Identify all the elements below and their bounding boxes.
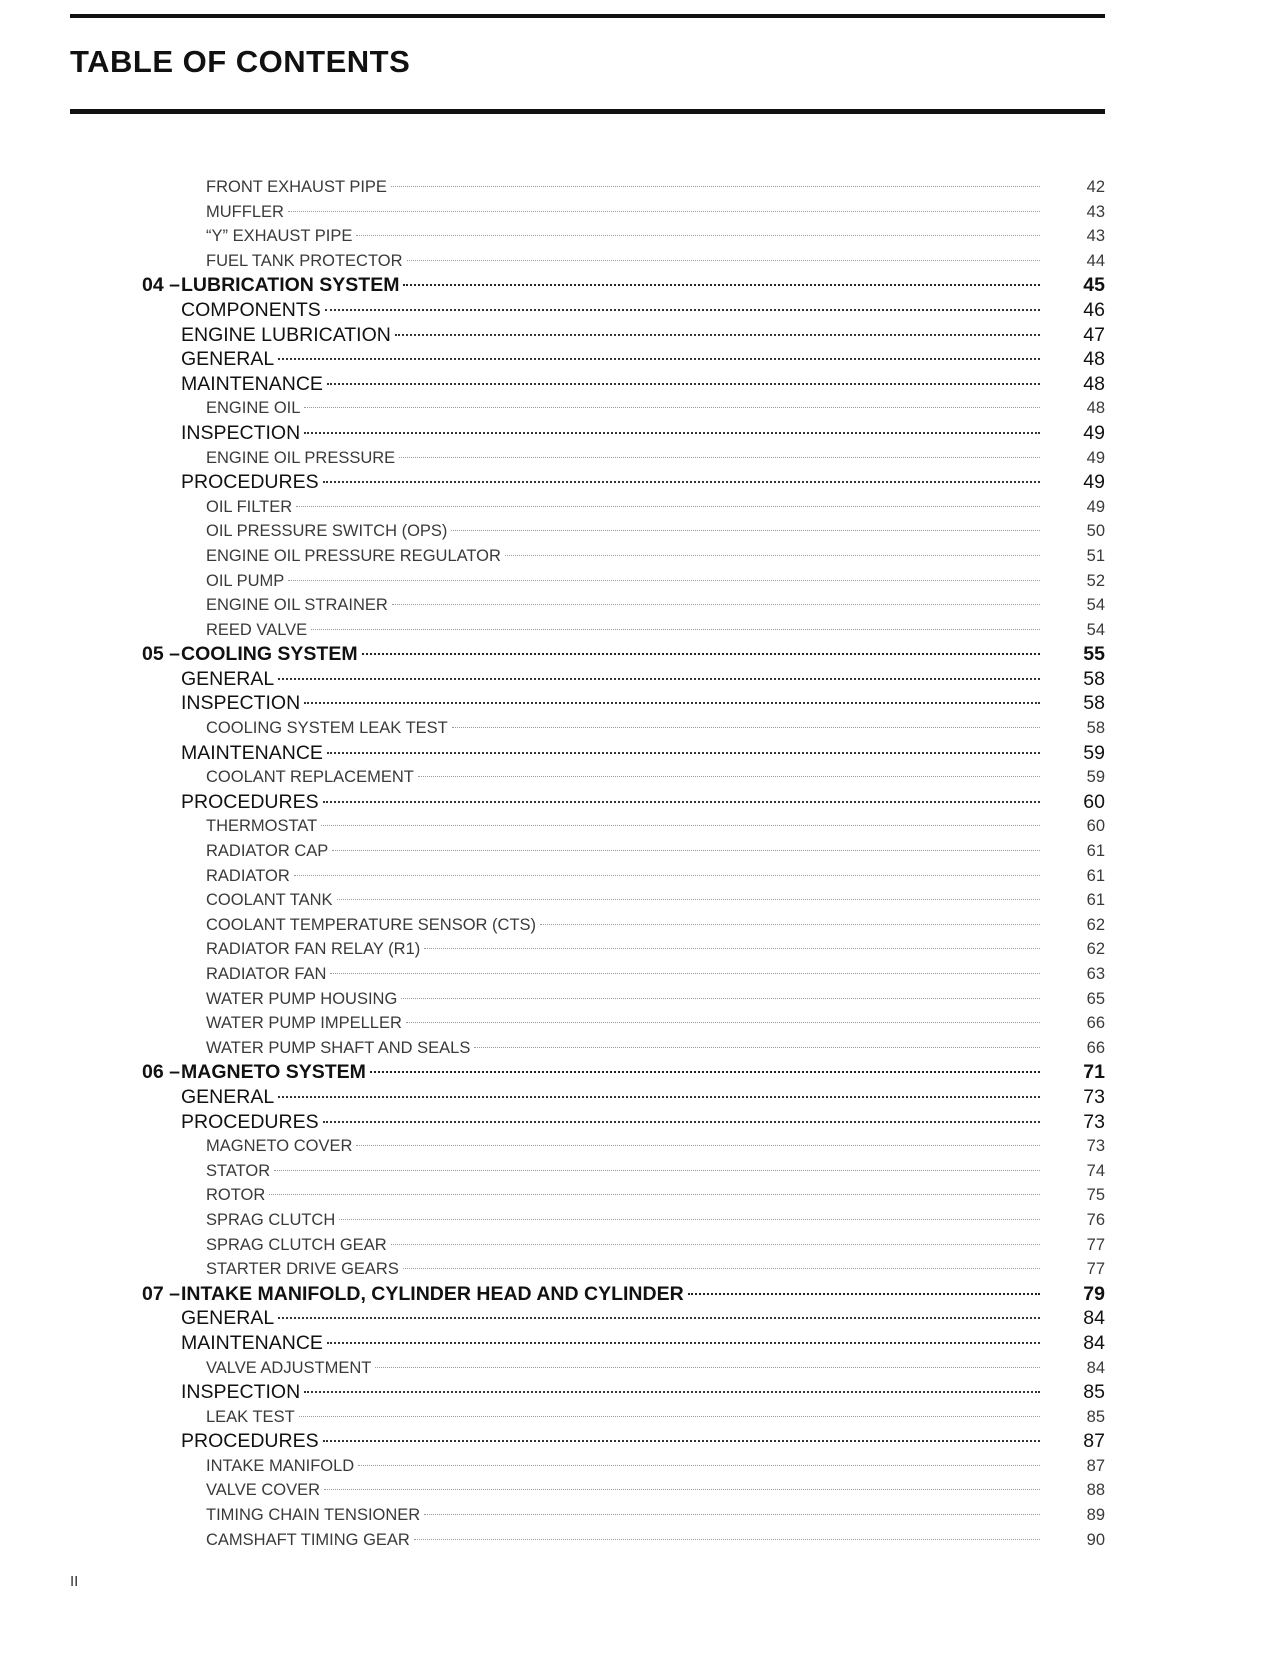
toc-entry-label: RADIATOR FAN xyxy=(206,965,327,983)
toc-section-row[interactable] xyxy=(0,347,1275,372)
toc-chapter-row[interactable] xyxy=(0,273,1275,298)
toc-page-number: 54 xyxy=(1086,620,1105,639)
toc-page-number: 66 xyxy=(1086,1038,1105,1057)
toc-chapter-number: 05 – xyxy=(142,643,180,666)
toc-entry-label: “Y” EXHAUST PIPE xyxy=(206,227,353,246)
toc-entry-label: MAINTENANCE xyxy=(181,372,323,395)
toc-dot-leader xyxy=(278,358,1040,360)
toc-subsection-row[interactable] xyxy=(0,1257,1275,1282)
toc-dot-leader xyxy=(401,998,1040,999)
toc-page-number: 59 xyxy=(1083,741,1105,764)
toc-page-number: 61 xyxy=(1086,842,1105,861)
toc-entry-label: MAINTENANCE xyxy=(181,741,323,764)
toc-page-number: 71 xyxy=(1083,1061,1105,1084)
toc-page-number: 85 xyxy=(1086,1407,1105,1426)
toc-page-number: 73 xyxy=(1083,1110,1105,1133)
toc-list xyxy=(0,175,1275,1552)
toc-dot-leader xyxy=(540,924,1040,925)
toc-page-number: 46 xyxy=(1083,298,1105,321)
toc-subsection-row[interactable] xyxy=(0,1528,1275,1553)
toc-dot-leader xyxy=(296,506,1040,507)
toc-entry-label: FRONT EXHAUST PIPE xyxy=(206,178,387,196)
toc-page-number: 74 xyxy=(1086,1161,1105,1180)
toc-entry-label: RADIATOR CAP xyxy=(206,842,329,861)
toc-dot-leader xyxy=(299,1416,1040,1417)
toc-entry-label: GENERAL xyxy=(181,667,275,690)
toc-page-number: 44 xyxy=(1086,251,1105,270)
toc-subsection-row[interactable] xyxy=(0,1036,1275,1061)
toc-section-row[interactable] xyxy=(0,1306,1275,1331)
toc-entry-label: REED VALVE xyxy=(206,620,308,639)
toc-subsection-row[interactable] xyxy=(0,618,1275,643)
toc-entry-label: ENGINE LUBRICATION xyxy=(181,323,391,346)
toc-dot-leader xyxy=(505,555,1040,556)
toc-entry-label: MAGNETO SYSTEM xyxy=(181,1061,366,1084)
toc-section-row[interactable] xyxy=(0,790,1275,815)
toc-subsection-row[interactable] xyxy=(0,446,1275,471)
toc-page-number: 63 xyxy=(1086,965,1105,983)
toc-entry-label: COOLANT REPLACEMENT xyxy=(206,768,414,787)
toc-page-number: 84 xyxy=(1083,1307,1105,1330)
toc-subsection-row[interactable] xyxy=(0,937,1275,962)
toc-entry-label: MAINTENANCE xyxy=(181,1331,323,1354)
toc-section-row[interactable] xyxy=(0,741,1275,766)
toc-subsection-row[interactable] xyxy=(0,913,1275,938)
toc-subsection-row[interactable] xyxy=(0,1454,1275,1479)
toc-page-number: 60 xyxy=(1083,790,1105,813)
toc-dot-leader xyxy=(278,678,1040,680)
toc-entry-label: ENGINE OIL PRESSURE REGULATOR xyxy=(206,546,501,565)
toc-page-number: 87 xyxy=(1083,1430,1105,1453)
toc-page-number: 52 xyxy=(1086,571,1105,590)
toc-entry-label: INTAKE MANIFOLD, CYLINDER HEAD AND CYLINDER xyxy=(181,1282,684,1305)
toc-subsection-row[interactable] xyxy=(0,495,1275,520)
toc-entry-label: GENERAL xyxy=(181,1307,275,1330)
toc-dot-leader xyxy=(370,1071,1040,1073)
toc-page-number: 43 xyxy=(1086,202,1105,221)
toc-subsection-row[interactable] xyxy=(0,1134,1275,1159)
toc-page-number: 43 xyxy=(1086,227,1105,246)
toc-page-number: 77 xyxy=(1086,1260,1105,1279)
toc-dot-leader xyxy=(288,580,1040,581)
toc-entry-label: SPRAG CLUTCH GEAR xyxy=(206,1235,387,1254)
toc-entry-label: PROCEDURES xyxy=(181,1430,319,1453)
toc-dot-leader xyxy=(323,1440,1040,1442)
toc-subsection-row[interactable] xyxy=(0,1503,1275,1528)
toc-page-number: 55 xyxy=(1083,643,1105,666)
toc-subsection-row[interactable] xyxy=(0,593,1275,618)
toc-dot-leader xyxy=(474,1047,1040,1048)
toc-page-number: 76 xyxy=(1086,1210,1105,1229)
toc-dot-leader xyxy=(327,1342,1040,1344)
toc-page-number: 45 xyxy=(1083,274,1105,297)
toc-page-number: 84 xyxy=(1086,1358,1105,1377)
toc-subsection-row[interactable] xyxy=(0,765,1275,790)
toc-subsection-row[interactable] xyxy=(0,1405,1275,1430)
toc-page-number: 49 xyxy=(1086,448,1105,467)
toc-page-number: 60 xyxy=(1086,817,1105,836)
toc-subsection-row[interactable] xyxy=(0,1208,1275,1233)
toc-entry-label: COOLANT TANK xyxy=(206,891,333,910)
toc-page-number: 58 xyxy=(1083,667,1105,690)
toc-page-number: 65 xyxy=(1086,989,1105,1008)
toc-section-row[interactable] xyxy=(0,372,1275,397)
toc-chapter-row[interactable] xyxy=(0,1282,1275,1307)
toc-dot-leader xyxy=(414,1539,1040,1540)
toc-page-number: 75 xyxy=(1086,1186,1105,1205)
toc-entry-label: PROCEDURES xyxy=(181,471,319,494)
toc-page-number: 90 xyxy=(1086,1530,1105,1549)
toc-chapter-number: 07 – xyxy=(142,1282,180,1305)
toc-dot-leader xyxy=(304,432,1040,434)
toc-page-number: 50 xyxy=(1086,522,1105,541)
header-rule-bottom xyxy=(70,109,1105,114)
toc-dot-leader xyxy=(358,1465,1040,1466)
toc-dot-leader xyxy=(451,530,1040,531)
toc-entry-label: GENERAL xyxy=(181,1085,275,1108)
toc-dot-leader xyxy=(323,1121,1040,1123)
header-rule-top xyxy=(70,14,1105,18)
toc-entry-label: INSPECTION xyxy=(181,421,301,444)
toc-page-number: 61 xyxy=(1086,866,1105,885)
toc-dot-leader xyxy=(288,211,1040,212)
toc-entry-label: FUEL TANK PROTECTOR xyxy=(206,251,403,270)
toc-dot-leader xyxy=(399,457,1040,458)
toc-entry-label: INSPECTION xyxy=(181,1381,301,1404)
toc-page-number: 59 xyxy=(1086,768,1105,787)
toc-subsection-row[interactable] xyxy=(0,175,1275,200)
toc-page-number: 49 xyxy=(1083,421,1105,444)
toc-page-number: 84 xyxy=(1083,1331,1105,1354)
toc-entry-label: INTAKE MANIFOLD xyxy=(206,1456,355,1475)
toc-subsection-row[interactable] xyxy=(0,1159,1275,1184)
toc-section-row[interactable] xyxy=(0,1429,1275,1454)
toc-entry-label: THERMOSTAT xyxy=(206,817,318,836)
toc-dot-leader xyxy=(327,383,1040,385)
toc-subsection-row[interactable] xyxy=(0,839,1275,864)
toc-subsection-row[interactable] xyxy=(0,864,1275,889)
toc-dot-leader xyxy=(403,1268,1040,1269)
toc-entry-label: CAMSHAFT TIMING GEAR xyxy=(206,1530,410,1549)
toc-entry-label: ENGINE OIL STRAINER xyxy=(206,596,388,615)
toc-dot-leader xyxy=(324,1489,1040,1490)
toc-section-row[interactable] xyxy=(0,1085,1275,1110)
toc-page-number: 49 xyxy=(1086,497,1105,516)
toc-dot-leader xyxy=(330,973,1040,974)
toc-dot-leader xyxy=(406,1022,1040,1023)
toc-subsection-row[interactable] xyxy=(0,716,1275,741)
toc-entry-label: STARTER DRIVE GEARS xyxy=(206,1260,399,1279)
toc-entry-label: PROCEDURES xyxy=(181,1110,319,1133)
toc-dot-leader xyxy=(356,1145,1040,1146)
toc-entry-label: MAGNETO COVER xyxy=(206,1137,353,1156)
toc-page-number: 85 xyxy=(1083,1381,1105,1404)
toc-entry-label: SPRAG CLUTCH xyxy=(206,1210,336,1229)
toc-subsection-row[interactable] xyxy=(0,249,1275,274)
toc-entry-label: WATER PUMP IMPELLER xyxy=(206,1014,402,1033)
toc-subsection-row[interactable] xyxy=(0,544,1275,569)
footer-page-number: II xyxy=(70,1573,79,1590)
toc-page-number: 88 xyxy=(1086,1481,1105,1500)
toc-entry-label: ROTOR xyxy=(206,1186,266,1205)
toc-subsection-row[interactable] xyxy=(0,1011,1275,1036)
toc-subsection-row[interactable] xyxy=(0,962,1275,987)
toc-dot-leader xyxy=(362,653,1040,655)
toc-chapter-number: 04 – xyxy=(142,274,180,297)
toc-subsection-row[interactable] xyxy=(0,1233,1275,1258)
toc-page-number: 79 xyxy=(1083,1282,1105,1305)
toc-dot-leader xyxy=(311,629,1040,630)
toc-dot-leader xyxy=(304,1391,1040,1393)
toc-entry-label: TIMING CHAIN TENSIONER xyxy=(206,1506,421,1525)
toc-section-row[interactable] xyxy=(0,1331,1275,1356)
toc-entry-label: COOLING SYSTEM xyxy=(181,643,358,666)
toc-dot-leader xyxy=(339,1219,1040,1220)
toc-dot-leader xyxy=(391,1244,1040,1245)
toc-section-row[interactable] xyxy=(0,323,1275,348)
toc-entry-label: OIL PRESSURE SWITCH (OPS) xyxy=(206,522,448,541)
toc-entry-label: OIL PUMP xyxy=(206,571,285,590)
toc-dot-leader xyxy=(418,776,1040,777)
toc-dot-leader xyxy=(274,1170,1040,1171)
toc-dot-leader xyxy=(395,334,1040,336)
toc-section-row[interactable] xyxy=(0,1380,1275,1405)
toc-entry-label: RADIATOR FAN RELAY (R1) xyxy=(206,940,421,959)
toc-subsection-row[interactable] xyxy=(0,814,1275,839)
toc-section-row[interactable] xyxy=(0,470,1275,495)
toc-dot-leader xyxy=(304,702,1040,704)
toc-dot-leader xyxy=(278,1096,1040,1098)
toc-dot-leader xyxy=(325,309,1040,311)
toc-dot-leader xyxy=(337,899,1040,900)
toc-page-number: 89 xyxy=(1086,1506,1105,1525)
toc-page-number: 73 xyxy=(1086,1137,1105,1156)
toc-section-row[interactable] xyxy=(0,691,1275,716)
toc-dot-leader xyxy=(688,1293,1040,1295)
toc-dot-leader xyxy=(391,186,1040,187)
toc-dot-leader xyxy=(304,407,1040,408)
toc-subsection-row[interactable] xyxy=(0,200,1275,225)
toc-chapter-number: 06 – xyxy=(142,1061,180,1084)
toc-entry-label: GENERAL xyxy=(181,348,275,371)
toc-dot-leader xyxy=(332,850,1040,851)
toc-dot-leader xyxy=(356,235,1040,236)
toc-page-number: 73 xyxy=(1083,1085,1105,1108)
toc-subsection-row[interactable] xyxy=(0,519,1275,544)
toc-entry-label: OIL FILTER xyxy=(206,497,293,516)
toc-entry-label: LEAK TEST xyxy=(206,1407,295,1426)
toc-subsection-row[interactable] xyxy=(0,1356,1275,1381)
toc-dot-leader xyxy=(452,727,1040,728)
toc-chapter-row[interactable] xyxy=(0,1060,1275,1085)
toc-dot-leader xyxy=(278,1317,1040,1319)
toc-dot-leader xyxy=(294,875,1040,876)
toc-page-number: 62 xyxy=(1086,915,1105,934)
toc-page-number: 66 xyxy=(1086,1014,1105,1033)
toc-dot-leader xyxy=(407,260,1040,261)
toc-page-number: 48 xyxy=(1083,372,1105,395)
toc-dot-leader xyxy=(327,752,1040,754)
page-title: TABLE OF CONTENTS xyxy=(70,44,411,79)
toc-subsection-row[interactable] xyxy=(0,224,1275,249)
toc-entry-label: ENGINE OIL PRESSURE xyxy=(206,448,396,467)
toc-entry-label: COOLING SYSTEM LEAK TEST xyxy=(206,719,448,738)
toc-page-number: 49 xyxy=(1083,471,1105,494)
toc-page-number: 87 xyxy=(1086,1456,1105,1475)
toc-subsection-row[interactable] xyxy=(0,396,1275,421)
toc-entry-label: INSPECTION xyxy=(181,692,301,715)
toc-entry-label: PROCEDURES xyxy=(181,790,319,813)
toc-page-number: 47 xyxy=(1083,323,1105,346)
toc-page-number: 54 xyxy=(1086,596,1105,615)
toc-entry-label: VALVE ADJUSTMENT xyxy=(206,1358,372,1377)
toc-page-number: 48 xyxy=(1083,348,1105,371)
toc-entry-label: COMPONENTS xyxy=(181,298,321,321)
toc-entry-label: RADIATOR xyxy=(206,866,290,885)
toc-dot-leader xyxy=(375,1367,1040,1368)
toc-page-number: 58 xyxy=(1086,719,1105,738)
toc-subsection-row[interactable] xyxy=(0,987,1275,1012)
toc-page-number: 58 xyxy=(1083,692,1105,715)
toc-entry-label: ENGINE OIL xyxy=(206,399,301,418)
toc-dot-leader xyxy=(323,481,1040,483)
toc-page-number: 48 xyxy=(1086,399,1105,418)
toc-page-number: 42 xyxy=(1086,178,1105,196)
toc-section-row[interactable] xyxy=(0,1110,1275,1135)
toc-entry-label: WATER PUMP SHAFT AND SEALS xyxy=(206,1038,471,1057)
toc-entry-label: COOLANT TEMPERATURE SENSOR (CTS) xyxy=(206,915,537,934)
toc-page-number: 77 xyxy=(1086,1235,1105,1254)
toc-subsection-row[interactable] xyxy=(0,1183,1275,1208)
toc-subsection-row[interactable] xyxy=(0,569,1275,594)
toc-dot-leader xyxy=(424,1514,1040,1515)
toc-dot-leader xyxy=(392,604,1040,605)
toc-subsection-row[interactable] xyxy=(0,888,1275,913)
toc-entry-label: WATER PUMP HOUSING xyxy=(206,989,398,1008)
toc-page-number: 51 xyxy=(1086,546,1105,565)
toc-page-number: 62 xyxy=(1086,940,1105,959)
toc-dot-leader xyxy=(403,284,1040,286)
toc-entry-label: MUFFLER xyxy=(206,202,284,221)
toc-entry-label: STATOR xyxy=(206,1161,271,1180)
toc-entry-label: LUBRICATION SYSTEM xyxy=(181,274,400,297)
toc-dot-leader xyxy=(323,801,1040,803)
toc-subsection-row[interactable] xyxy=(0,1478,1275,1503)
toc-section-row[interactable] xyxy=(0,667,1275,692)
toc-section-row[interactable] xyxy=(0,421,1275,446)
toc-page-number: 61 xyxy=(1086,891,1105,910)
toc-dot-leader xyxy=(321,825,1040,826)
toc-chapter-row[interactable] xyxy=(0,642,1275,667)
toc-section-row[interactable] xyxy=(0,298,1275,323)
toc-entry-label: VALVE COVER xyxy=(206,1481,321,1500)
toc-dot-leader xyxy=(269,1194,1040,1195)
toc-dot-leader xyxy=(424,948,1040,949)
